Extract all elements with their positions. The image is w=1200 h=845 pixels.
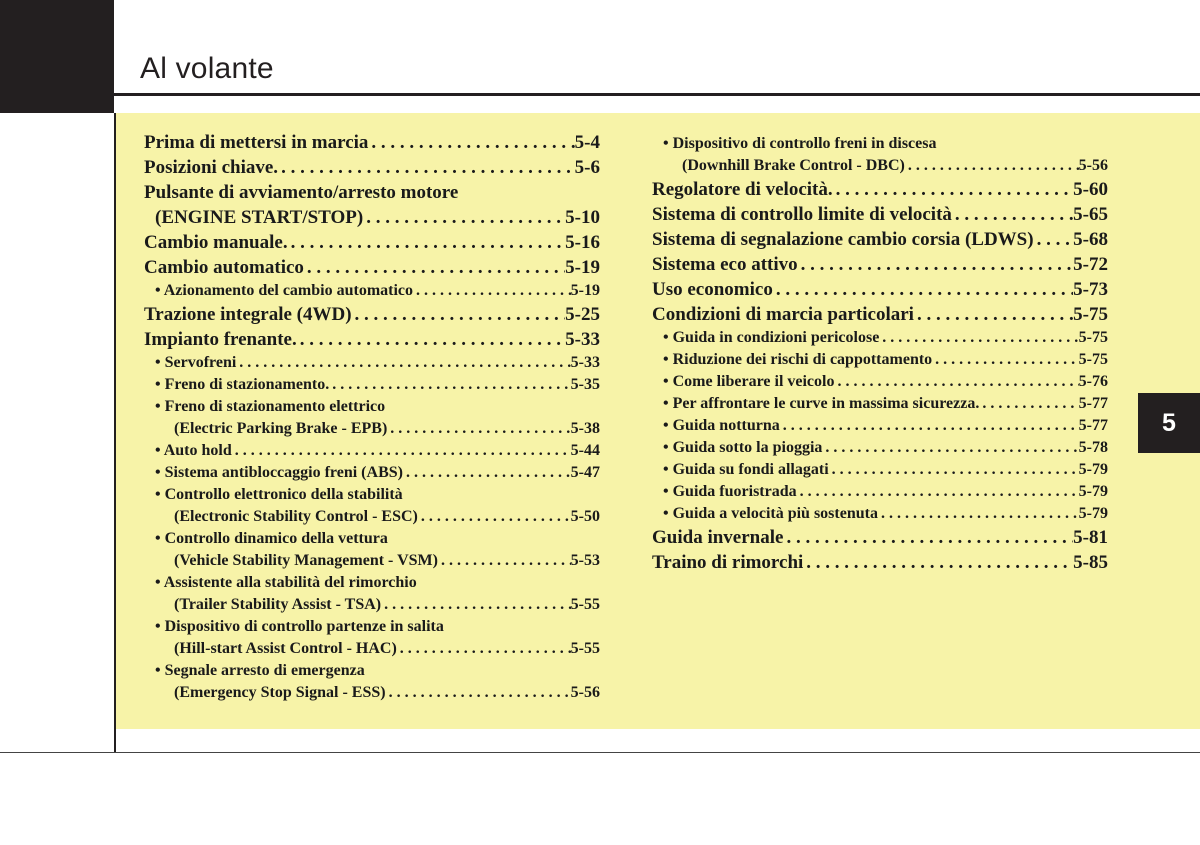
page-number: 5-76 xyxy=(1078,373,1108,390)
toc-subentry[interactable]: • Guida su fondi allagati . . . 5-79 xyxy=(652,459,1108,481)
page-number: 5-56 xyxy=(570,684,600,701)
page-number: 5-4 xyxy=(574,132,600,153)
page-number: 5-55 xyxy=(570,640,600,657)
toc-subentry[interactable]: • Riduzione dei rischi di cappottamento . . . 5-75 xyxy=(652,349,1108,371)
toc-entry[interactable]: Sistema di controllo limite di velocità . . . 5-65 xyxy=(652,202,1108,227)
page-number: 5-73 xyxy=(1073,279,1108,300)
toc-subentry-heading: • Dispositivo di controllo partenze in salita xyxy=(155,618,444,635)
toc-entry[interactable]: Guida invernale . . . 5-81 xyxy=(652,525,1108,550)
page-number: 5-75 xyxy=(1078,329,1108,346)
page-number: 5-53 xyxy=(570,552,600,569)
toc-entry-heading: Pulsante di avviamento/arresto motore xyxy=(144,182,459,203)
page-number: 5-10 xyxy=(565,207,600,228)
page-title: Al volante xyxy=(140,52,274,85)
page-number: 5-68 xyxy=(1073,229,1108,250)
toc-entry[interactable]: Traino di rimorchi . . . 5-85 xyxy=(652,550,1108,575)
toc-entry[interactable]: Prima di mettersi in marcia . . . 5-4 xyxy=(144,130,600,155)
page-number: 5-79 xyxy=(1078,483,1108,500)
page-number: 5-78 xyxy=(1078,439,1108,456)
page-number: 5-56 xyxy=(1078,157,1108,174)
toc-subentry[interactable]: (Emergency Stop Signal - ESS) . . . 5-56 xyxy=(144,682,600,704)
toc-subentry[interactable]: • Auto hold . . . 5-44 xyxy=(144,440,600,462)
page-number: 5-79 xyxy=(1078,505,1108,522)
toc-entry[interactable]: Sistema eco attivo . . . 5-72 xyxy=(652,252,1108,277)
page-number: 5-79 xyxy=(1078,461,1108,478)
toc-subentry-heading: • Segnale arresto di emergenza xyxy=(155,662,365,679)
page-number: 5-77 xyxy=(1078,417,1108,434)
toc-subentry[interactable]: (Electric Parking Brake - EPB) . . . 5-38 xyxy=(144,418,600,440)
toc-entry[interactable]: Sistema di segnalazione cambio corsia (LDWS) . . . 5-68 xyxy=(652,227,1108,252)
page-number: 5-65 xyxy=(1073,204,1108,225)
page-number: 5-55 xyxy=(570,596,600,613)
page-number: 5-75 xyxy=(1073,304,1108,325)
page-number: 5-33 xyxy=(570,354,600,371)
page-number: 5-75 xyxy=(1078,351,1108,368)
toc-entry[interactable]: Condizioni di marcia particolari . . . 5-75 xyxy=(652,302,1108,327)
page-number: 5-19 xyxy=(565,257,600,278)
toc-subentry[interactable]: • Come liberare il veicolo . . . 5-76 xyxy=(652,371,1108,393)
toc-subentry[interactable]: • Servofreni . . . 5-33 xyxy=(144,352,600,374)
page-number: 5-6 xyxy=(574,157,600,178)
toc-entry[interactable]: Regolatore di velocità. . . . 5-60 xyxy=(652,177,1108,202)
title-rule xyxy=(114,93,1200,96)
toc-subentry[interactable]: (Vehicle Stability Management - VSM) . . . 5-53 xyxy=(144,550,600,572)
toc-subentry-heading: • Assistente alla stabilità del rimorchio xyxy=(155,574,417,591)
toc-entry[interactable]: Cambio manuale. . . . 5-16 xyxy=(144,230,600,255)
toc-subentry-heading: • Dispositivo di controllo freni in discesa xyxy=(663,135,937,152)
page-number: 5-85 xyxy=(1073,552,1108,573)
toc-subentry[interactable]: (Hill-start Assist Control - HAC) . . . 5-55 xyxy=(144,638,600,660)
toc-subentry[interactable]: • Guida fuoristrada . . . 5-79 xyxy=(652,481,1108,503)
toc-subentry[interactable]: • Azionamento del cambio automatico . . . 5-19 xyxy=(144,280,600,302)
toc-subentry-heading: • Controllo elettronico della stabilità xyxy=(155,486,403,503)
corner-block xyxy=(0,0,114,113)
toc-subentry[interactable]: • Guida sotto la pioggia . . . 5-78 xyxy=(652,437,1108,459)
page-number: 5-72 xyxy=(1073,254,1108,275)
toc-left-column xyxy=(144,130,600,704)
toc-entry[interactable]: Trazione integrale (4WD) . . . 5-25 xyxy=(144,302,600,327)
toc-subentry[interactable]: (Downhill Brake Control - DBC) . . . 5-56 xyxy=(652,155,1108,177)
toc-subentry-heading: • Controllo dinamico della vettura xyxy=(155,530,388,547)
page-number: 5-44 xyxy=(570,442,600,459)
toc-subentry[interactable]: (Electronic Stability Control - ESC) . . . 5-50 xyxy=(144,506,600,528)
toc-entry[interactable]: Impianto frenante. . . . 5-33 xyxy=(144,327,600,352)
page-number: 5-25 xyxy=(565,304,600,325)
page-number: 5-47 xyxy=(570,464,600,481)
toc-subentry[interactable]: • Guida a velocità più sostenuta . . . 5-79 xyxy=(652,503,1108,525)
page-number: 5-19 xyxy=(570,282,600,299)
toc-subentry[interactable]: • Guida in condizioni pericolose . . . 5-75 xyxy=(652,327,1108,349)
page-number: 5-38 xyxy=(570,420,600,437)
toc-subentry[interactable]: • Sistema antibloccaggio freni (ABS) . . . 5-47 xyxy=(144,462,600,484)
toc-entry[interactable]: Cambio automatico . . . 5-19 xyxy=(144,255,600,280)
toc-right-column xyxy=(652,133,1108,575)
toc-subentry[interactable]: • Guida notturna . . . 5-77 xyxy=(652,415,1108,437)
page-number: 5-16 xyxy=(565,232,600,253)
toc-subentry-heading: • Freno di stazionamento elettrico xyxy=(155,398,386,415)
toc-subentry[interactable]: • Per affrontare le curve in massima sicurezza. . . . 5-77 xyxy=(652,393,1108,415)
page-number: 5-60 xyxy=(1073,179,1108,200)
page-number: 5-35 xyxy=(570,376,600,393)
chapter-tab[interactable]: 5 xyxy=(1138,393,1200,453)
toc-subentry[interactable]: • Freno di stazionamento. . . . 5-35 xyxy=(144,374,600,396)
page-number: 5-81 xyxy=(1073,527,1108,548)
toc-entry[interactable]: (ENGINE START/STOP) . . . 5-10 xyxy=(144,205,600,230)
toc-entry[interactable]: Posizioni chiave. . . . 5-6 xyxy=(144,155,600,180)
toc-subentry[interactable]: (Trailer Stability Assist - TSA) . . . 5-55 xyxy=(144,594,600,616)
bottom-rule xyxy=(0,752,1200,753)
page-number: 5-50 xyxy=(570,508,600,525)
toc-entry[interactable]: Uso economico . . . 5-73 xyxy=(652,277,1108,302)
page-number: 5-77 xyxy=(1078,395,1108,412)
page-number: 5-33 xyxy=(565,329,600,350)
